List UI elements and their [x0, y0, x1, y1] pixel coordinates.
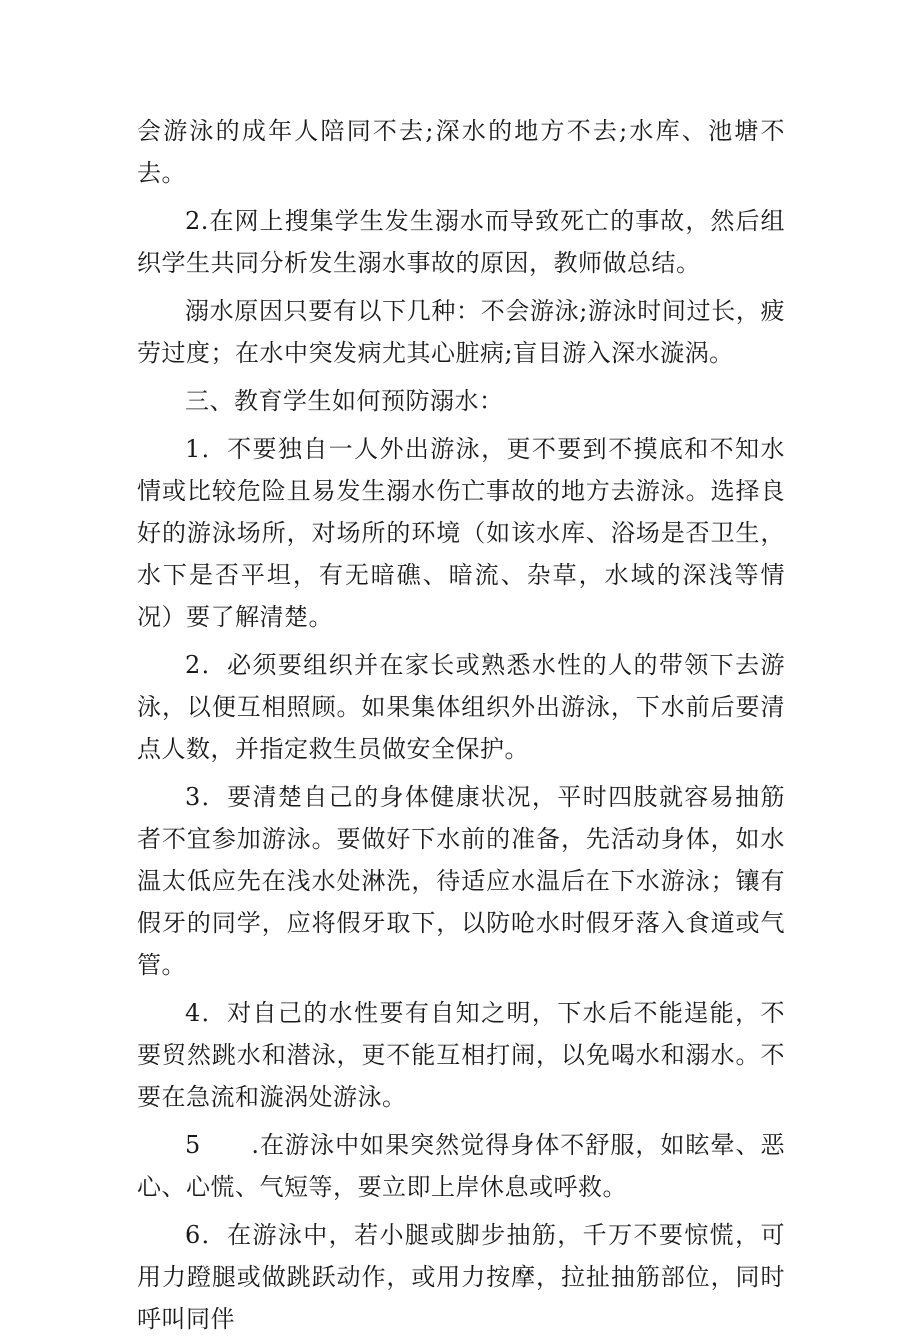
paragraph-rule-5: 5 .在游泳中如果突然觉得身体不舒服，如眩晕、恶心、心慌、气短等，要立即上岸休息或呼救。: [137, 1131, 785, 1201]
paragraph-rule-2: 2．必须要组织并在家长或熟悉水性的人的带领下去游泳，以便互相照顾。如果集体组织外出游泳，下水前后要清点人数，并指定救生员做安全保护。: [137, 651, 785, 763]
paragraph-rule-4: 4．对自己的水性要有自知之明，下水后不能逞能，不要贸然跳水和潜泳，更不能互相打闹，以免喝水和溺水。不要在急流和漩涡处游泳。: [137, 999, 785, 1111]
paragraph-rule-3: 3．要清楚自己的身体健康状况，平时四肢就容易抽筋者不宜参加游泳。要做好下水前的准备，先活动身体，如水温太低应先在浅水处淋洗，待适应水温后在下水游泳；镶有假牙的同学，应将假牙取下，以防呛水时假牙落入食道或气管。: [137, 783, 785, 979]
paragraph-item-2-search: 2.在网上搜集学生发生溺水而导致死亡的事故，然后组织学生共同分析发生溺水事故的原因，教师做总结。: [137, 207, 785, 277]
paragraph-rule-1: 1．不要独自一人外出游泳，更不要到不摸底和不知水情或比较危险且易发生溺水伤亡事故的地方去游泳。选择良好的游泳场所，对场所的环境（如该水库、浴场是否卫生，水下是否平坦，有无暗礁、暗流、杂草，水域的深浅等情况）要了解清楚。: [137, 435, 785, 631]
paragraph-continuation: 会游泳的成年人陪同不去;深水的地方不去;水库、池塘不去。: [137, 117, 785, 187]
document-body: [137, 110, 785, 1340]
section-heading-prevention: 三、教育学生如何预防溺水：: [185, 387, 504, 415]
paragraph-rule-6: 6．在游泳中，若小腿或脚步抽筋，千万不要惊慌，可用力蹬腿或做跳跃动作，或用力按摩，拉扯抽筋部位，同时呼叫同伴: [137, 1221, 785, 1333]
paragraph-drowning-causes: 溺水原因只要有以下几种：不会游泳;游泳时间过长，疲劳过度；在水中突发病尤其心脏病;盲目游入深水漩涡。: [137, 297, 785, 367]
